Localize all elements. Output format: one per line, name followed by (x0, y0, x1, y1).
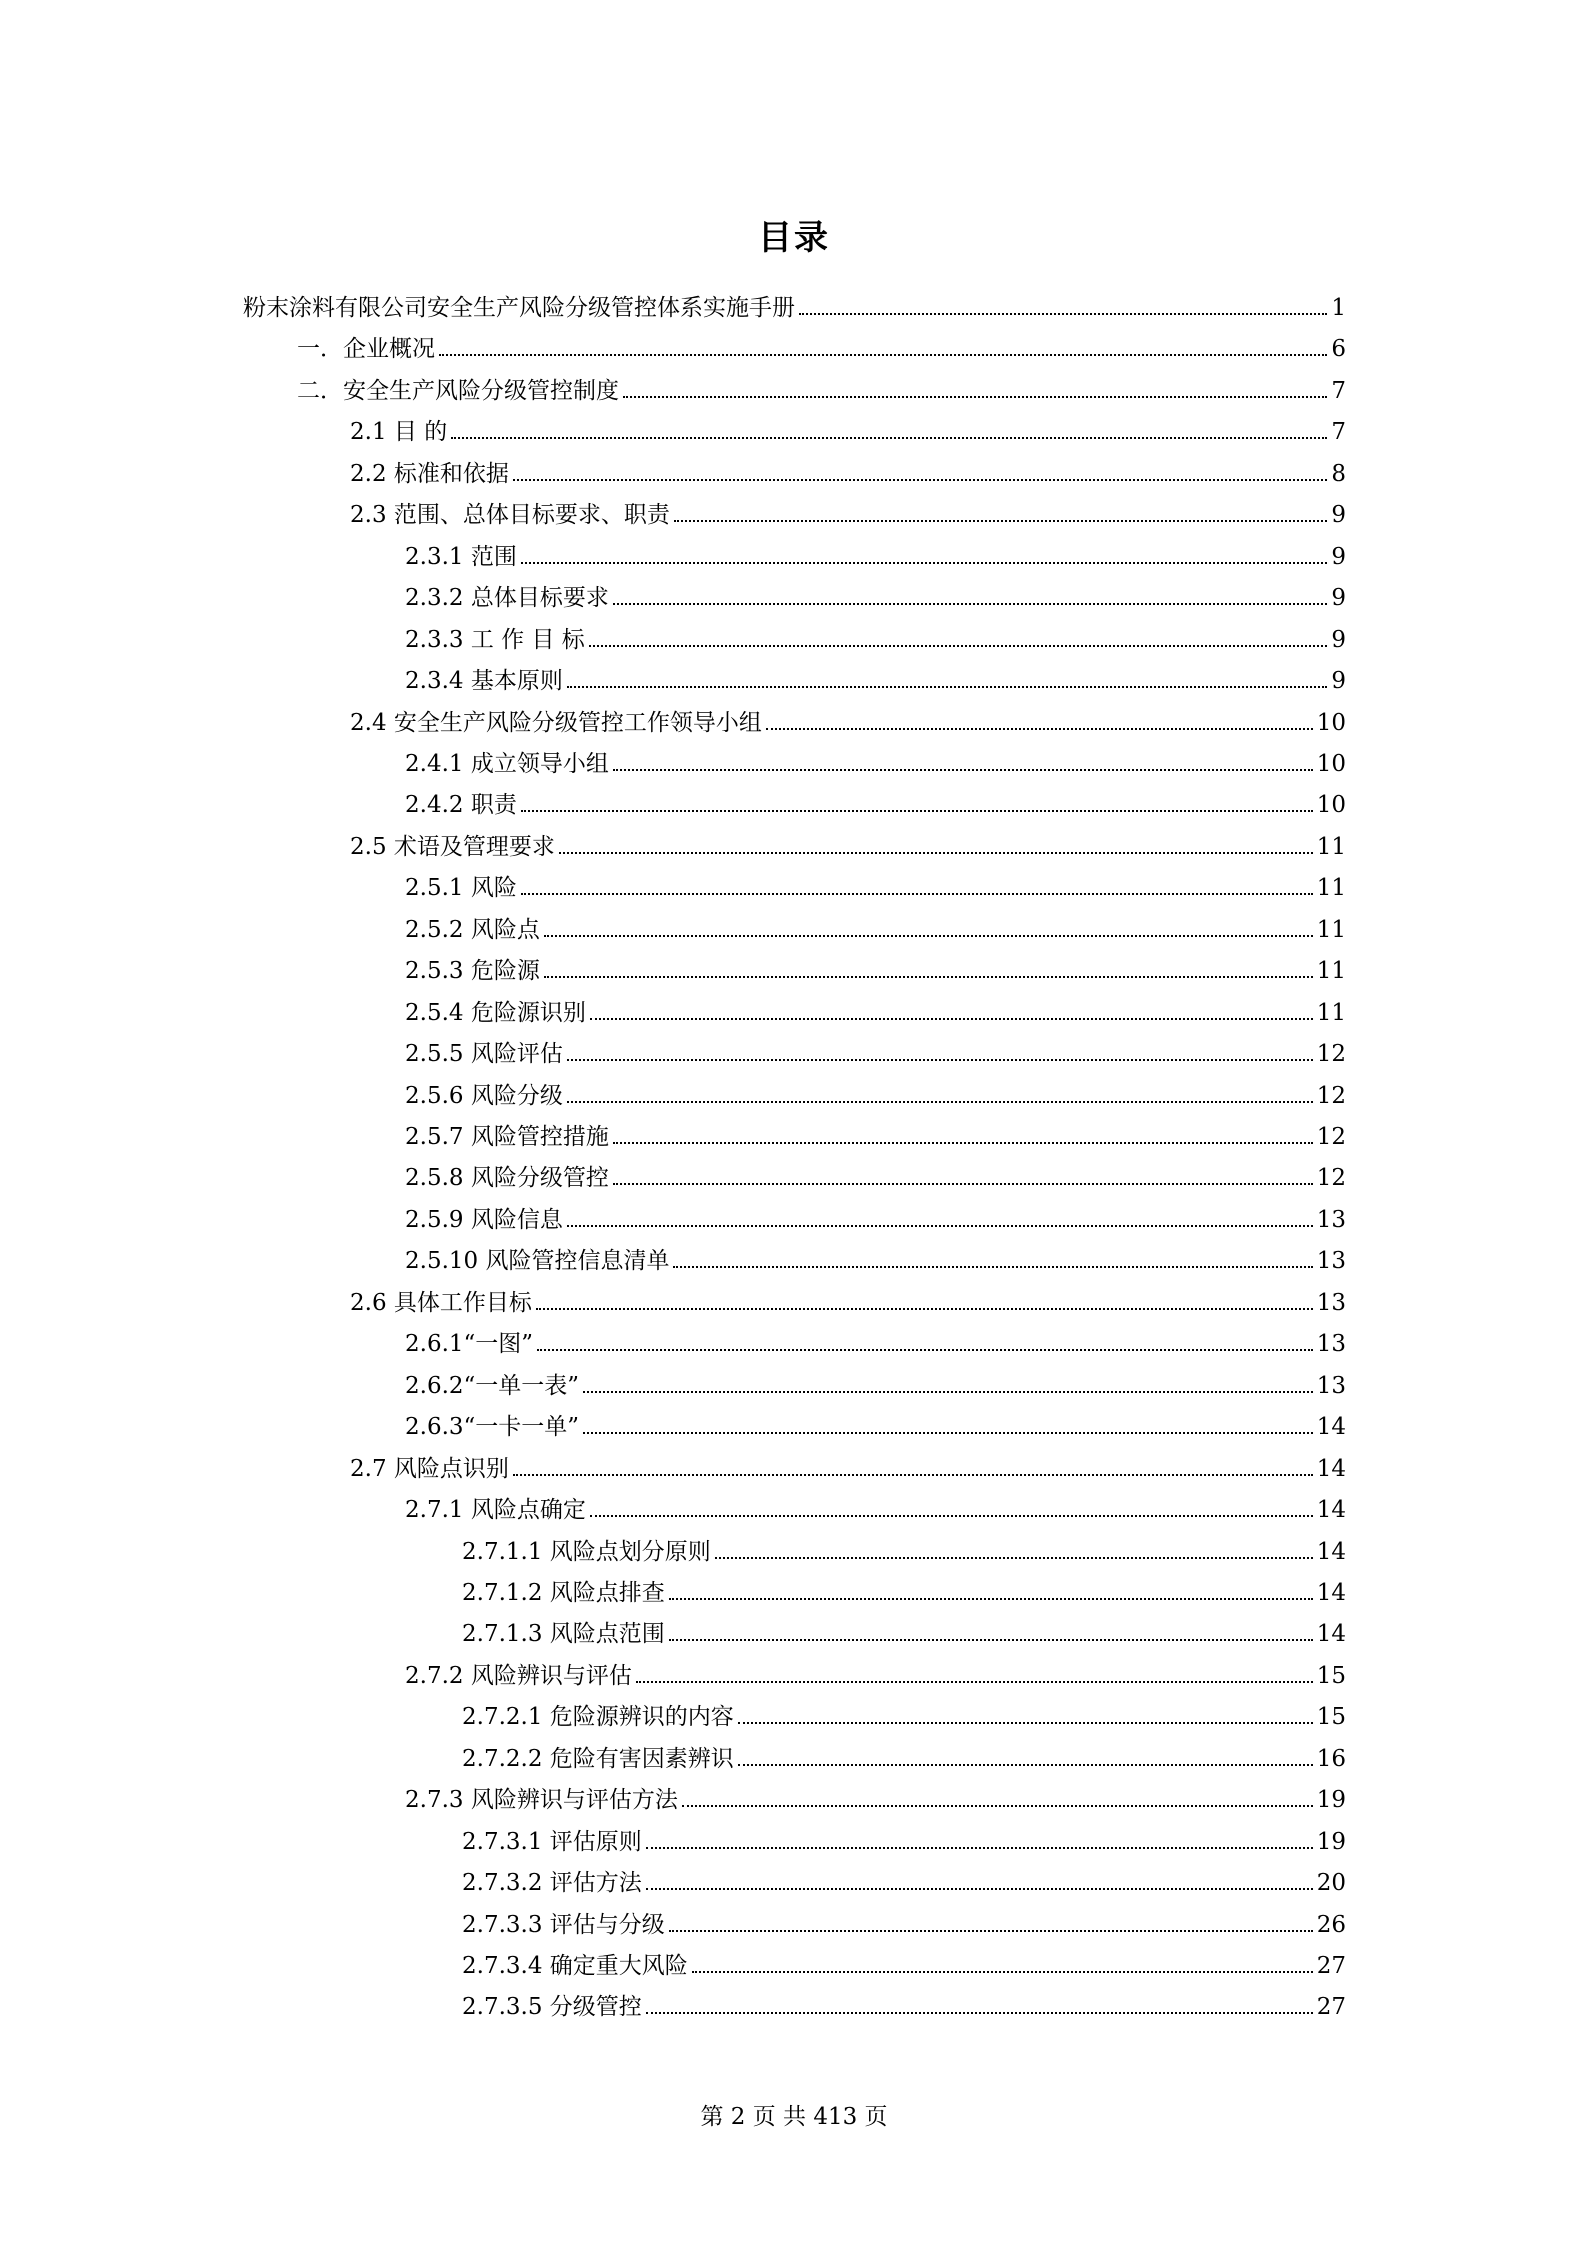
toc-entry-page: 13 (1316, 1206, 1346, 1233)
toc-entry-label: 2.5.6 风险分级 (405, 1082, 563, 1109)
toc-entry-label: 2.5 术语及管理要求 (350, 833, 555, 860)
toc-entry-label: 2.5.7 风险管控措施 (405, 1124, 609, 1150)
toc-entry-label: 2.7.1.1 风险点划分原则 (462, 1538, 711, 1565)
toc-entry-page: 13 (1316, 1248, 1346, 1275)
toc-entry-label: 2.5.3 危险源 (405, 958, 540, 985)
toc-entry-page: 10 (1316, 709, 1346, 736)
page-title: 目录 (758, 218, 830, 258)
toc-entry-label: 2.7.3.5 分级管控 (462, 1994, 642, 2021)
toc-entry[interactable] (462, 1734, 1346, 1774)
toc-dot-leader (513, 1474, 1313, 1476)
toc-entry-page: 12 (1316, 1124, 1346, 1150)
toc-entry-label: 一．企业概况 (297, 336, 435, 363)
toc-entry[interactable] (462, 1609, 1346, 1649)
toc-entry-label: 2.3.1 范围 (405, 543, 517, 570)
toc-entry[interactable] (462, 1817, 1346, 1857)
toc-entry-page: 14 (1316, 1414, 1346, 1441)
toc-dot-leader (567, 1225, 1313, 1227)
toc-entry[interactable] (405, 573, 1346, 613)
toc-dot-leader (669, 1598, 1313, 1600)
toc-entry-label: 二．安全生产风险分级管控制度 (297, 377, 619, 404)
toc-entry[interactable] (405, 863, 1346, 903)
toc-dot-leader (544, 976, 1313, 978)
toc-entry[interactable] (405, 1112, 1346, 1152)
toc-entry-label: 2.5.9 风险信息 (405, 1206, 563, 1233)
toc-entry[interactable] (405, 1071, 1346, 1111)
toc-entry[interactable] (405, 988, 1346, 1028)
toc-entry[interactable] (350, 490, 1346, 530)
toc-entry[interactable] (462, 1982, 1346, 2022)
toc-dot-leader (583, 1432, 1313, 1434)
toc-entry-page: 16 (1316, 1745, 1346, 1772)
toc-entry-page: 12 (1316, 1082, 1346, 1109)
toc-dot-leader (521, 562, 1328, 564)
toc-entry-label: 2.1 目 的 (350, 419, 448, 446)
toc-entry-page: 20 (1316, 1870, 1346, 1897)
toc-entry[interactable] (350, 822, 1346, 862)
toc-dot-leader (669, 1930, 1313, 1932)
toc-entry-page: 11 (1316, 999, 1346, 1026)
toc-dot-leader (799, 313, 1327, 315)
toc-entry[interactable] (350, 407, 1346, 447)
toc-entry-page: 19 (1316, 1828, 1346, 1855)
toc-entry[interactable] (405, 1361, 1346, 1401)
toc-dot-leader (567, 686, 1328, 688)
toc-entry[interactable] (405, 1319, 1346, 1359)
toc-dot-leader (738, 1722, 1313, 1724)
toc-entry-page: 14 (1316, 1538, 1346, 1565)
toc-entry[interactable] (405, 1029, 1346, 1069)
toc-entry[interactable] (462, 1900, 1346, 1940)
toc-entry[interactable] (350, 698, 1346, 738)
toc-entry-label: 2.5.5 风险评估 (405, 1041, 563, 1068)
toc-entry[interactable] (243, 283, 1346, 323)
page-footer: 第 2 页 共 413 页 (700, 2104, 888, 2130)
toc-entry-page: 13 (1316, 1372, 1346, 1399)
toc-entry-page: 7 (1331, 377, 1346, 404)
toc-entry-page: 11 (1316, 916, 1346, 943)
toc-entry[interactable] (405, 780, 1346, 820)
toc-entry-label: 2.4.1 成立领导小组 (405, 750, 609, 777)
toc-entry-page: 15 (1316, 1704, 1346, 1731)
toc-dot-leader (623, 396, 1327, 398)
toc-entry-label: 2.4 安全生产风险分级管控工作领导小组 (350, 709, 762, 736)
toc-dot-leader (646, 1847, 1313, 1849)
toc-dot-leader (567, 1059, 1313, 1061)
toc-dot-leader (715, 1557, 1313, 1559)
toc-dot-leader (646, 2012, 1313, 2014)
toc-entry-label: 2.7.3.4 确定重大风险 (462, 1953, 688, 1979)
toc-entry-label: 粉末涂料有限公司安全生产风险分级管控体系实施手册 (243, 295, 795, 321)
toc-entry-page: 26 (1316, 1911, 1346, 1938)
toc-entry[interactable] (350, 449, 1346, 489)
toc-dot-leader (613, 1142, 1313, 1144)
toc-entry-page: 11 (1316, 833, 1346, 860)
toc-entry-label: 2.5.1 风险 (405, 875, 517, 902)
toc-entry-label: 2.6.1“一图” (405, 1331, 534, 1358)
toc-entry-page: 7 (1331, 419, 1346, 446)
toc-entry[interactable] (405, 532, 1346, 572)
toc-entry[interactable] (297, 366, 1346, 406)
toc-dot-leader (451, 437, 1327, 439)
toc-entry[interactable] (462, 1568, 1346, 1608)
toc-dot-leader (766, 728, 1313, 730)
toc-entry[interactable] (297, 324, 1346, 364)
toc-dot-leader (692, 1971, 1313, 1973)
toc-entry-page: 12 (1316, 1165, 1346, 1192)
toc-dot-leader (567, 1101, 1313, 1103)
toc-entry-label: 2.7.1.3 风险点范围 (462, 1621, 665, 1648)
toc-entry[interactable] (462, 1858, 1346, 1898)
toc-entry-page: 10 (1316, 750, 1346, 777)
toc-entry-label: 2.7.2.1 危险源辨识的内容 (462, 1704, 734, 1731)
toc-entry[interactable] (405, 1651, 1346, 1691)
toc-entry-label: 2.3.4 基本原则 (405, 668, 563, 695)
toc-entry-label: 2.7.3.2 评估方法 (462, 1870, 642, 1897)
toc-entry[interactable] (405, 946, 1346, 986)
toc-entry[interactable] (405, 615, 1346, 655)
toc-entry-label: 2.5.4 危险源识别 (405, 999, 586, 1026)
toc-dot-leader (669, 1639, 1313, 1641)
toc-entry[interactable] (462, 1941, 1346, 1981)
toc-dot-leader (613, 1183, 1313, 1185)
toc-entry-page: 6 (1331, 336, 1346, 363)
toc-entry-page: 13 (1316, 1289, 1346, 1316)
toc-dot-leader (439, 354, 1327, 356)
toc-entry[interactable] (405, 1236, 1346, 1276)
toc-entry[interactable] (405, 1153, 1346, 1193)
toc-entry-page: 27 (1316, 1953, 1346, 1979)
toc-entry[interactable] (350, 1278, 1346, 1318)
toc-dot-leader (646, 1888, 1313, 1890)
toc-entry-label: 2.6.3“一卡一单” (405, 1414, 580, 1441)
toc-entry-page: 19 (1316, 1787, 1346, 1814)
toc-entry-page: 11 (1316, 958, 1346, 985)
toc-entry-page: 1 (1331, 295, 1346, 321)
toc-entry-label: 2.7.3.1 评估原则 (462, 1828, 642, 1855)
toc-entry-page: 27 (1316, 1994, 1346, 2021)
toc-entry[interactable] (405, 656, 1346, 696)
toc-dot-leader (589, 645, 1328, 647)
toc-entry-label: 2.3.3 工 作 目 标 (405, 626, 585, 653)
toc-entry-label: 2.5.8 风险分级管控 (405, 1165, 609, 1192)
toc-entry-page: 14 (1316, 1497, 1346, 1524)
toc-entry-label: 2.7.1.2 风险点排查 (462, 1579, 665, 1606)
toc-entry-label: 2.6 具体工作目标 (350, 1289, 532, 1316)
toc-dot-leader (738, 1764, 1313, 1766)
toc-entry[interactable] (405, 905, 1346, 945)
toc-entry[interactable] (405, 739, 1346, 779)
toc-dot-leader (674, 520, 1327, 522)
toc-entry[interactable] (405, 1485, 1346, 1525)
toc-entry-page: 14 (1316, 1621, 1346, 1648)
toc-entry-label: 2.7.3 风险辨识与评估方法 (405, 1787, 678, 1814)
toc-entry-page: 13 (1316, 1331, 1346, 1358)
toc-entry-label: 2.7.3.3 评估与分级 (462, 1911, 665, 1938)
toc-entry-label: 2.6.2“一单一表” (405, 1372, 580, 1399)
toc-entry-label: 2.7.1 风险点确定 (405, 1497, 586, 1524)
toc-dot-leader (590, 1515, 1313, 1517)
toc-entry-page: 9 (1331, 668, 1346, 695)
toc-entry-label: 2.3 范围、总体目标要求、职责 (350, 502, 670, 529)
toc-entry-page: 10 (1316, 792, 1346, 819)
toc-dot-leader (682, 1805, 1313, 1807)
toc-dot-leader (559, 852, 1313, 854)
toc-dot-leader (537, 1349, 1313, 1351)
toc-entry-page: 9 (1331, 502, 1346, 529)
toc-entry-page: 9 (1331, 626, 1346, 653)
toc-entry-label: 2.7.2 风险辨识与评估 (405, 1662, 632, 1689)
toc-entry-page: 8 (1331, 460, 1346, 487)
toc-dot-leader (583, 1391, 1313, 1393)
toc-entry-page: 14 (1316, 1579, 1346, 1606)
toc-dot-leader (673, 1266, 1312, 1268)
toc-dot-leader (521, 893, 1313, 895)
toc-entry-page: 14 (1316, 1455, 1346, 1482)
toc-dot-leader (636, 1681, 1313, 1683)
toc-dot-leader (513, 479, 1327, 481)
toc-entry-label: 2.7 风险点识别 (350, 1455, 509, 1482)
toc-entry-label: 2.5.2 风险点 (405, 916, 540, 943)
toc-entry-page: 11 (1316, 875, 1346, 902)
toc-dot-leader (521, 810, 1313, 812)
toc-entry[interactable] (462, 1692, 1346, 1732)
toc-entry-label: 2.7.2.2 危险有害因素辨识 (462, 1745, 734, 1772)
toc-dot-leader (544, 935, 1313, 937)
toc-entry[interactable] (405, 1402, 1346, 1442)
toc-entry-page: 15 (1316, 1662, 1346, 1689)
toc-entry[interactable] (350, 1444, 1346, 1484)
toc-entry-page: 9 (1331, 585, 1346, 612)
toc-entry-label: 2.5.10 风险管控信息清单 (405, 1248, 670, 1275)
toc-entry[interactable] (405, 1775, 1346, 1815)
toc-entry-label: 2.2 标准和依据 (350, 460, 509, 487)
toc-entry-label: 2.3.2 总体目标要求 (405, 585, 609, 612)
toc-entry-page: 9 (1331, 543, 1346, 570)
toc-dot-leader (536, 1308, 1313, 1310)
toc-entry-label: 2.4.2 职责 (405, 792, 517, 819)
toc-dot-leader (613, 769, 1313, 771)
toc-entry[interactable] (462, 1527, 1346, 1567)
toc-entry[interactable] (405, 1195, 1346, 1235)
toc-dot-leader (613, 603, 1328, 605)
toc-entry-page: 12 (1316, 1041, 1346, 1068)
toc-dot-leader (590, 1018, 1313, 1020)
